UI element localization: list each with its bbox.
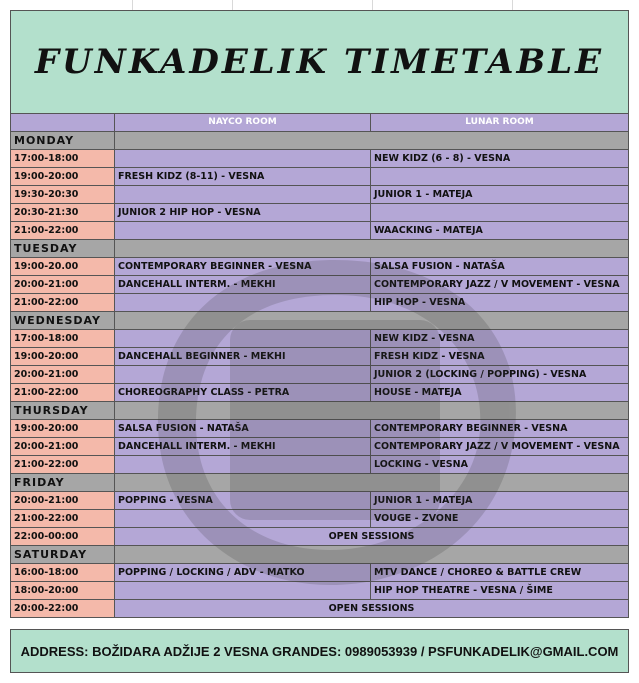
slot-row xyxy=(10,438,629,456)
page-title: FUNKADELIK TIMETABLE xyxy=(34,42,605,82)
day-row xyxy=(10,474,629,492)
nayco-class-cell[interactable] xyxy=(115,582,371,600)
slot-row xyxy=(10,204,629,222)
day-name[interactable]: WEDNESDAY xyxy=(10,312,115,330)
lunar-class-cell[interactable] xyxy=(371,204,629,222)
nayco-class-cell[interactable] xyxy=(115,366,371,384)
lunar-class-cell[interactable]: CONTEMPORARY JAZZ / V MOVEMENT - VESNA xyxy=(371,438,629,456)
lunar-class-cell[interactable]: CONTEMPORARY JAZZ / V MOVEMENT - VESNA xyxy=(371,276,629,294)
lunar-class-cell[interactable]: SALSA FUSION - NATAŠA xyxy=(371,258,629,276)
nayco-class-cell[interactable]: CONTEMPORARY BEGINNER - VESNA xyxy=(115,258,371,276)
nayco-class-cell[interactable]: SALSA FUSION - NATAŠA xyxy=(115,420,371,438)
gridline xyxy=(372,0,373,10)
gridline xyxy=(232,0,233,10)
merged-session-cell[interactable]: OPEN SESSIONS xyxy=(115,600,629,618)
day-row xyxy=(10,240,629,258)
time-cell[interactable]: 21:00-22:00 xyxy=(10,222,115,240)
nayco-class-cell[interactable]: JUNIOR 2 HIP HOP - VESNA xyxy=(115,204,371,222)
slot-row xyxy=(10,456,629,474)
slot-row xyxy=(10,150,629,168)
lunar-class-cell[interactable]: VOUGE - ZVONE xyxy=(371,510,629,528)
slot-row xyxy=(10,582,629,600)
lunar-class-cell[interactable]: HIP HOP THEATRE - VESNA / ŠIME xyxy=(371,582,629,600)
header-row xyxy=(10,114,629,132)
slot-row xyxy=(10,492,629,510)
nayco-class-cell[interactable] xyxy=(115,456,371,474)
slot-row xyxy=(10,276,629,294)
gridline xyxy=(512,0,513,10)
lunar-class-cell[interactable]: JUNIOR 1 - MATEJA xyxy=(371,186,629,204)
slot-row xyxy=(10,564,629,582)
day-filler-cell[interactable] xyxy=(115,312,629,330)
lunar-class-cell[interactable]: JUNIOR 1 - MATEJA xyxy=(371,492,629,510)
day-name[interactable]: FRIDAY xyxy=(10,474,115,492)
time-cell[interactable]: 16:00-18:00 xyxy=(10,564,115,582)
time-cell[interactable]: 17:00-18:00 xyxy=(10,330,115,348)
lunar-class-cell[interactable]: CONTEMPORARY BEGINNER - VESNA xyxy=(371,420,629,438)
day-name[interactable]: TUESDAY xyxy=(10,240,115,258)
slot-row xyxy=(10,294,629,312)
footer-address[interactable] xyxy=(10,629,629,673)
nayco-class-cell[interactable] xyxy=(115,222,371,240)
gridline xyxy=(132,0,133,10)
time-cell[interactable]: 17:00-18:00 xyxy=(10,150,115,168)
time-cell[interactable]: 19:00-20:00 xyxy=(10,348,115,366)
slot-row xyxy=(10,366,629,384)
time-cell[interactable]: 22:00-00:00 xyxy=(10,528,115,546)
slot-row xyxy=(10,528,629,546)
lunar-class-cell[interactable]: NEW KIDZ - VESNA xyxy=(371,330,629,348)
slot-row xyxy=(10,420,629,438)
slot-row xyxy=(10,222,629,240)
time-cell[interactable]: 20:00-21:00 xyxy=(10,276,115,294)
title-banner[interactable] xyxy=(10,10,629,114)
lunar-class-cell[interactable]: MTV DANCE / CHOREO & BATTLE CREW xyxy=(371,564,629,582)
slot-row xyxy=(10,510,629,528)
nayco-class-cell[interactable]: POPPING / LOCKING / ADV - MATKO xyxy=(115,564,371,582)
day-row xyxy=(10,546,629,564)
slot-row xyxy=(10,186,629,204)
time-cell[interactable]: 19:00-20:00 xyxy=(10,420,115,438)
time-cell[interactable]: 19:00-20.00 xyxy=(10,258,115,276)
time-cell[interactable]: 20:00-21:00 xyxy=(10,366,115,384)
nayco-class-cell[interactable]: DANCEHALL INTERM. - MEKHI xyxy=(115,276,371,294)
day-row xyxy=(10,402,629,420)
time-cell[interactable]: 20:00-22:00 xyxy=(10,600,115,618)
nayco-class-cell[interactable] xyxy=(115,330,371,348)
slot-row xyxy=(10,258,629,276)
day-name[interactable]: MONDAY xyxy=(10,132,115,150)
time-cell[interactable]: 20:00-21:00 xyxy=(10,492,115,510)
header-corner-cell[interactable] xyxy=(10,114,115,132)
day-filler-cell[interactable] xyxy=(115,132,629,150)
time-cell[interactable]: 21:00-22:00 xyxy=(10,384,115,402)
lunar-class-cell[interactable]: JUNIOR 2 (LOCKING / POPPING) - VESNA xyxy=(371,366,629,384)
lunar-class-cell[interactable]: LOCKING - VESNA xyxy=(371,456,629,474)
time-cell[interactable]: 21:00-22:00 xyxy=(10,294,115,312)
time-cell[interactable]: 19:00-20:00 xyxy=(10,168,115,186)
header-lunar-room[interactable]: LUNAR ROOM xyxy=(371,114,629,132)
day-filler-cell[interactable] xyxy=(115,474,629,492)
day-name[interactable]: SATURDAY xyxy=(10,546,115,564)
lunar-class-cell[interactable] xyxy=(371,168,629,186)
nayco-class-cell[interactable] xyxy=(115,150,371,168)
lunar-class-cell[interactable]: HOUSE - MATEJA xyxy=(371,384,629,402)
nayco-class-cell[interactable]: FRESH KIDZ (8-11) - VESNA xyxy=(115,168,371,186)
day-filler-cell[interactable] xyxy=(115,402,629,420)
time-cell[interactable]: 19:30-20:30 xyxy=(10,186,115,204)
day-row xyxy=(10,312,629,330)
footer-text: ADDRESS: BOŽIDARA ADŽIJE 2 VESNA GRANDES: 0989053939 / PSFUNKADELIK@GMAIL.COM xyxy=(20,643,619,659)
time-cell[interactable]: 20:00-21:00 xyxy=(10,438,115,456)
nayco-class-cell[interactable] xyxy=(115,510,371,528)
lunar-class-cell[interactable]: HIP HOP - VESNA xyxy=(371,294,629,312)
nayco-class-cell[interactable]: POPPING - VESNA xyxy=(115,492,371,510)
day-filler-cell[interactable] xyxy=(115,546,629,564)
lunar-class-cell[interactable]: FRESH KIDZ - VESNA xyxy=(371,348,629,366)
nayco-class-cell[interactable] xyxy=(115,186,371,204)
time-cell[interactable]: 21:00-22:00 xyxy=(10,510,115,528)
merged-session-cell[interactable]: OPEN SESSIONS xyxy=(115,528,629,546)
slot-row xyxy=(10,168,629,186)
day-filler-cell[interactable] xyxy=(115,240,629,258)
nayco-class-cell[interactable]: CHOREOGRAPHY CLASS - PETRA xyxy=(115,384,371,402)
slot-row xyxy=(10,600,629,618)
nayco-class-cell[interactable]: DANCEHALL INTERM. - MEKHI xyxy=(115,438,371,456)
day-row xyxy=(10,132,629,150)
day-name[interactable]: THURSDAY xyxy=(10,402,115,420)
lunar-class-cell[interactable]: WAACKING - MATEJA xyxy=(371,222,629,240)
slot-row xyxy=(10,330,629,348)
time-cell[interactable]: 18:00-20:00 xyxy=(10,582,115,600)
nayco-class-cell[interactable]: DANCEHALL BEGINNER - MEKHI xyxy=(115,348,371,366)
header-nayco-room[interactable]: NAYCO ROOM xyxy=(115,114,371,132)
time-cell[interactable]: 21:00-22:00 xyxy=(10,456,115,474)
slot-row xyxy=(10,384,629,402)
time-cell[interactable]: 20:30-21:30 xyxy=(10,204,115,222)
lunar-class-cell[interactable]: NEW KIDZ (6 - 8) - VESNA xyxy=(371,150,629,168)
slot-row xyxy=(10,348,629,366)
nayco-class-cell[interactable] xyxy=(115,294,371,312)
